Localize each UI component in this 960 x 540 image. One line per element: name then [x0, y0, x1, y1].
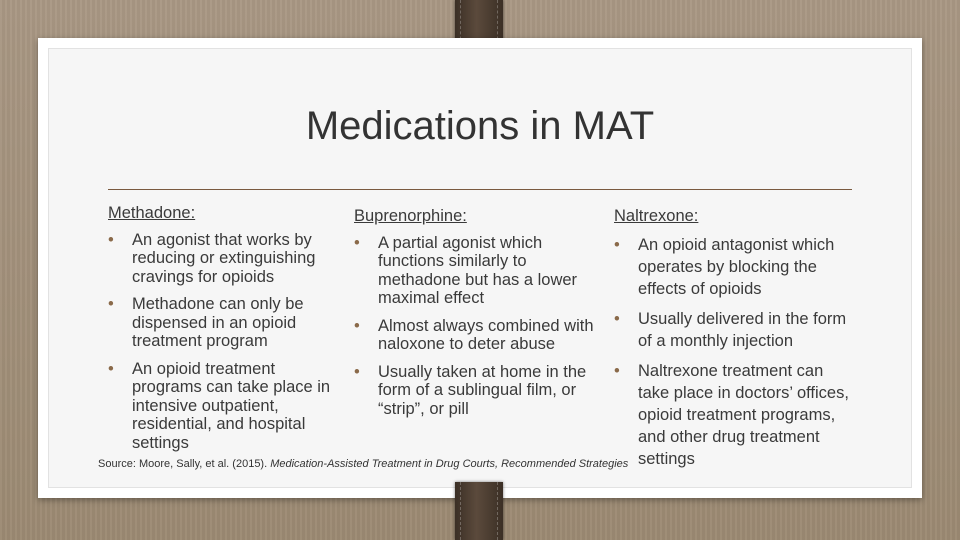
bullet-item: • An opioid treatment programs can take place in intensive outpatient, residential, and hospital settings — [108, 360, 348, 453]
column-heading: Buprenorphine: — [354, 207, 467, 225]
source-prefix: Source: Moore, Sally, et al. (2015). — [98, 458, 271, 470]
column-heading: Naltrexone: — [614, 207, 699, 225]
source-title: Medication-Assisted Treatment in Drug Courts, Recommended Strategies — [270, 458, 629, 470]
column-heading: Methadone: — [108, 204, 196, 222]
bullet-item: • Naltrexone treatment can take place in doctors’ offices, opioid treatment programs, and other drug treatment settings — [614, 360, 854, 470]
bullet-item: • Usually delivered in the form of a monthly injection — [614, 308, 854, 352]
bullet-list — [614, 234, 854, 470]
page-title: Medications in MAT — [305, 104, 655, 148]
bullet-list — [108, 231, 348, 453]
column-naltrexone — [614, 207, 854, 478]
bullet-item: • Almost always combined with naloxone to deter abuse — [354, 317, 594, 354]
bullet-list — [354, 234, 594, 419]
bottom-strap — [455, 482, 503, 540]
column-buprenorphine — [354, 207, 594, 427]
column-methadone — [108, 204, 348, 461]
bullet-item: • Methadone can only be dispensed in an opioid treatment program — [108, 295, 348, 351]
bullet-item: • An agonist that works by reducing or extinguishing cravings for opioids — [108, 231, 348, 287]
bullet-item: • An opioid antagonist which operates by blocking the effects of opioids — [614, 234, 854, 300]
source-citation — [98, 458, 628, 470]
title-divider — [108, 189, 852, 190]
bullet-item: • A partial agonist which functions similarly to methadone but has a lower maximal effect — [354, 234, 594, 308]
bullet-item: • Usually taken at home in the form of a sublingual film, or “strip”, or pill — [354, 363, 594, 419]
